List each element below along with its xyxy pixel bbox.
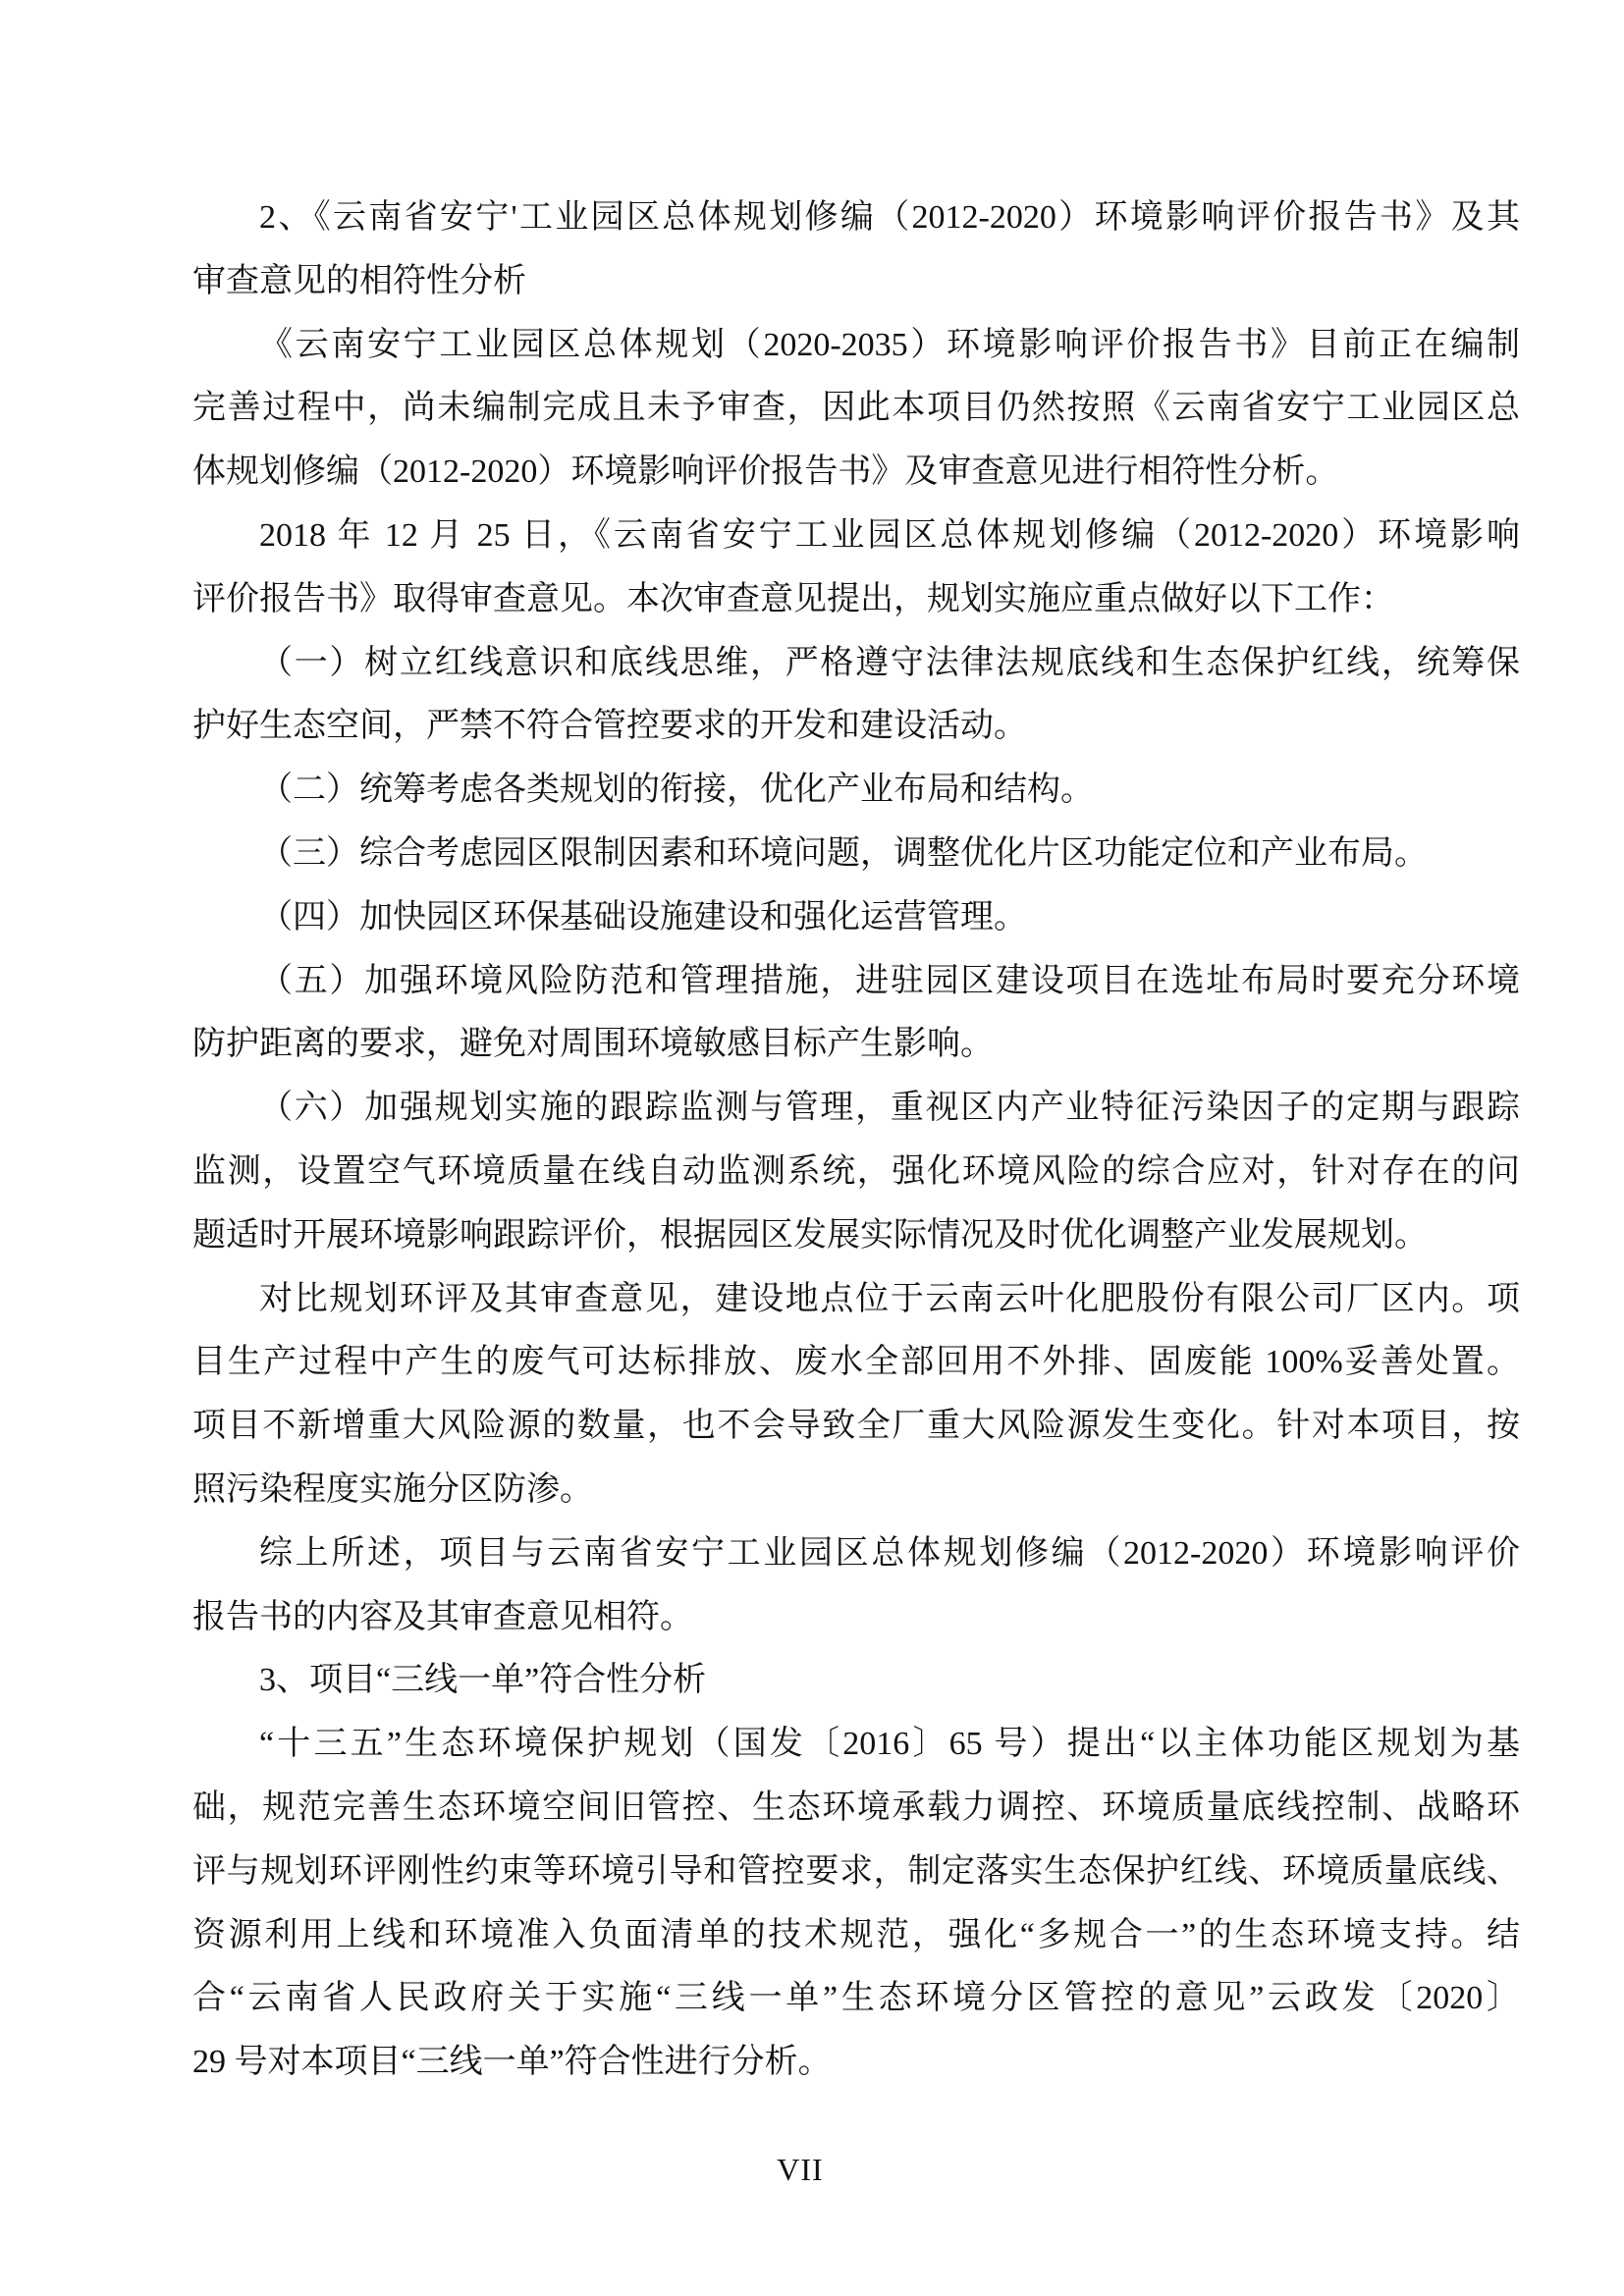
text-line: 完善过程中，尚未编制完成且未予审查，因此本项目仍然按照《云南省安宁工业园区总 bbox=[192, 390, 1520, 427]
text-line: 合“云南省人民政府关于实施“三线一单”生态环境分区管控的意见”云政发〔2020〕 bbox=[192, 1980, 1520, 2017]
text-line: 对比规划环评及其审查意见，建设地点位于云南云叶化肥股份有限公司厂区内。项 bbox=[259, 1280, 1520, 1317]
text-line: 照污染程度实施分区防渗。 bbox=[192, 1470, 593, 1508]
text-line: 评价报告书》取得审查意见。本次审查意见提出，规划实施应重点做好以下工作： bbox=[192, 580, 1394, 617]
text-line: （一）树立红线意识和底线思维，严格遵守法律法规底线和生态保护红线，统筹保 bbox=[259, 644, 1520, 681]
text-line: 础，规范完善生态环境空间旧管控、生态环境承载力调控、环境质量底线控制、战略环 bbox=[192, 1789, 1520, 1826]
text-line: 护好生态空间，严禁不符合管控要求的开发和建设活动。 bbox=[192, 708, 1027, 745]
text-line: 资源利用上线和环境准入负面清单的技术规范，强化“多规合一”的生态环境支持。结 bbox=[192, 1916, 1520, 1953]
text-line: （三）综合考虑园区限制因素和环境问题，调整优化片区功能定位和产业布局。 bbox=[259, 834, 1428, 872]
text-line: 监测，设置空气环境质量在线自动监测系统，强化环境风险的综合应对，针对存在的问 bbox=[192, 1152, 1520, 1190]
text-line: 报告书的内容及其审查意见相符。 bbox=[192, 1598, 693, 1635]
document-body bbox=[192, 187, 1520, 2095]
text-line: 评与规划环评刚性约束等环境引导和管控要求，制定落实生态保护红线、环境质量底线、 bbox=[192, 1852, 1520, 1890]
text-line: 29 号对本项目“三线一单”符合性进行分析。 bbox=[192, 2044, 832, 2081]
text-line: 目生产过程中产生的废气可达标排放、废水全部回用不外排、固废能 100%妥善处置。 bbox=[192, 1344, 1520, 1381]
text-line: （五）加强环境风险防范和管理措施，进驻园区建设项目在选址布局时要充分环境 bbox=[259, 962, 1520, 999]
page-number: VII bbox=[777, 2152, 824, 2187]
text-line: （四）加快园区环保基础设施建设和强化运营管理。 bbox=[259, 898, 1027, 935]
text-line: 综上所述，项目与云南省安宁工业园区总体规划修编（2012-2020）环境影响评价 bbox=[259, 1534, 1520, 1572]
heading-line: 3、项目“三线一单”符合性分析 bbox=[259, 1662, 707, 1699]
heading-line: 审查意见的相符性分析 bbox=[192, 262, 526, 299]
text-line: 项目不新增重大风险源的数量，也不会导致全厂重大风险源发生变化。针对本项目，按 bbox=[192, 1408, 1520, 1445]
text-line: （二）统筹考虑各类规划的衔接，优化产业布局和结构。 bbox=[259, 772, 1094, 809]
text-line: 《云南安宁工业园区总体规划（2020-2035）环境影响评价报告书》目前正在编制 bbox=[259, 326, 1520, 363]
text-line: 题适时开展环境影响跟踪评价，根据园区发展实际情况及时优化调整产业发展规划。 bbox=[192, 1216, 1428, 1254]
text-line: （六）加强规划实施的跟踪监测与管理，重视区内产业特征污染因子的定期与跟踪 bbox=[259, 1090, 1520, 1127]
text-line: 体规划修编（2012-2020）环境影响评价报告书》及审查意见进行相符性分析。 bbox=[192, 454, 1339, 491]
text-line: “十三五”生态环境保护规划（国发〔2016〕65 号）提出“以主体功能区规划为基 bbox=[259, 1726, 1520, 1763]
heading-line: 2、《云南省安宁'工业园区总体规划修编（2012-2020）环境影响评价报告书》及其 bbox=[259, 199, 1520, 236]
text-line: 防护距离的要求，避免对周围环境敏感目标产生影响。 bbox=[192, 1026, 994, 1063]
text-line: 2018 年 12 月 25 日，《云南省安宁工业园区总体规划修编（2012-2020）环境影响 bbox=[259, 516, 1520, 554]
